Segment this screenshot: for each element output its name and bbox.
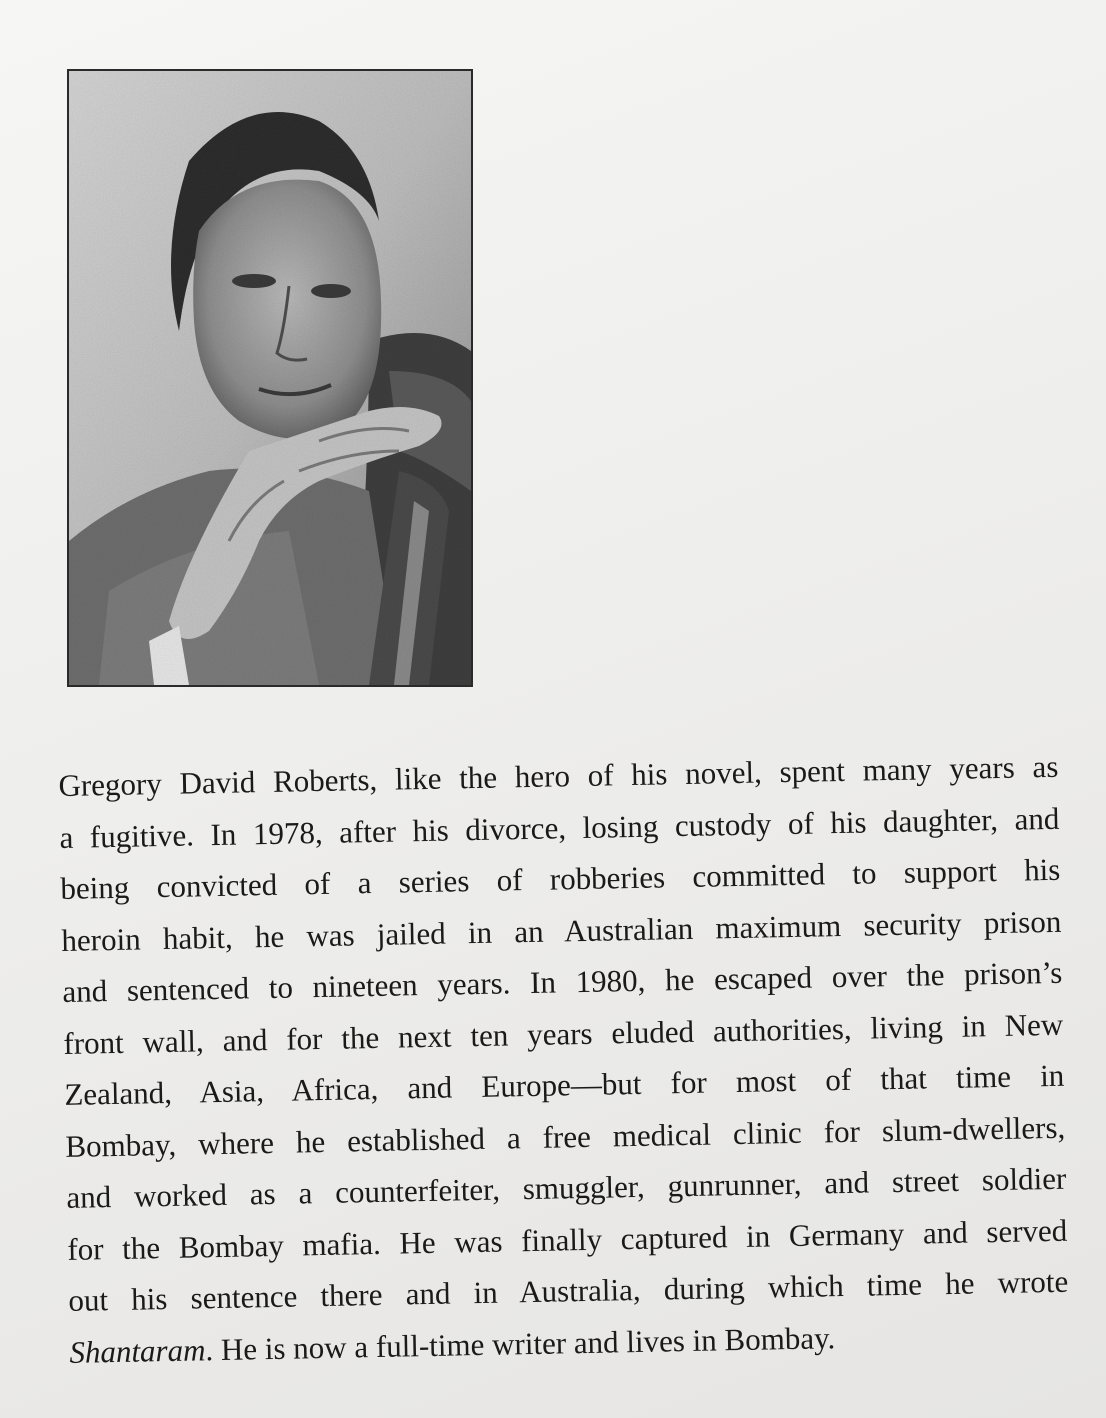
bio-line: front wall, and for the next ten years eluded authorities, living in New [63, 1006, 1064, 1061]
bio-line: and worked as a counterfeiter, smuggler, gunrunner, and street soldier [66, 1160, 1067, 1215]
author-bio [58, 741, 1070, 1378]
bio-line: and sentenced to nineteen years. In 1980, he escaped over the prison’s [62, 954, 1063, 1009]
bio-line: heroin habit, he was jailed in an Australian maximum security prison [61, 903, 1062, 958]
bio-line: out his sentence there and in Australia, during which time he wrote [68, 1263, 1069, 1318]
bio-line: Zealand, Asia, Africa, and Europe—but for most of that time in [64, 1057, 1065, 1112]
bio-last-line-text: . He is now a full-time writer and lives in Bombay. [205, 1319, 836, 1367]
book-title: Shantaram [69, 1331, 206, 1370]
author-photo-image [69, 71, 471, 685]
bio-line: for the Bombay mafia. He was finally captured in Germany and served [67, 1212, 1068, 1267]
bio-line: Gregory David Roberts, like the hero of his novel, spent many years as [58, 748, 1059, 803]
bio-line: being convicted of a series of robberies committed to support his [60, 851, 1061, 906]
author-photo [67, 69, 473, 687]
bio-line: Bombay, where he established a free medical clinic for slum-dwellers, [65, 1109, 1066, 1164]
bio-line: a fugitive. In 1978, after his divorce, losing custody of his daughter, and [59, 800, 1060, 855]
